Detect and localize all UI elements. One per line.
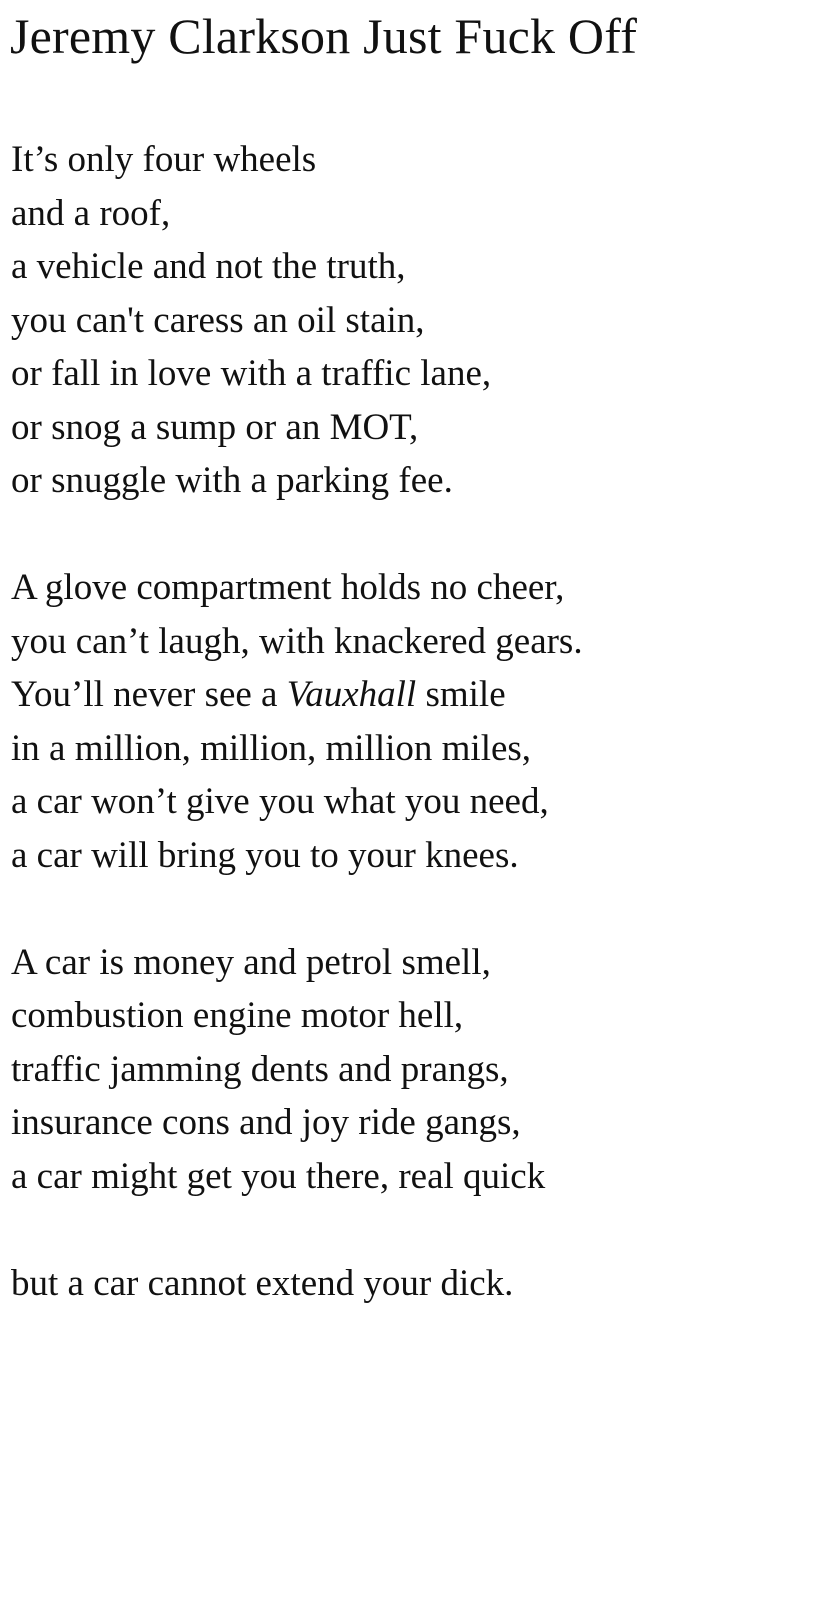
poem-line: but a car cannot extend your dick. bbox=[11, 1262, 514, 1304]
poem-line: a car might get you there, real quick bbox=[11, 1155, 546, 1197]
line-text-before: You’ll never see a bbox=[11, 674, 287, 715]
italic-word-vauxhall: Vauxhall bbox=[286, 674, 417, 715]
poem-line: or snuggle with a parking fee. bbox=[11, 460, 453, 501]
stanza-2 bbox=[11, 561, 583, 882]
poem-line: and a roof, bbox=[11, 192, 171, 234]
poem-line: or snog a sump or an MOT, bbox=[11, 406, 419, 448]
poem-line: A car is money and petrol smell, bbox=[11, 941, 491, 983]
poem-line-with-italic bbox=[11, 668, 583, 722]
poem-line: It’s only four wheels bbox=[11, 139, 317, 180]
poem-body bbox=[11, 133, 583, 1364]
line-text-after: smile bbox=[416, 674, 506, 715]
poem-line: you can't caress an oil stain, bbox=[11, 299, 425, 341]
poem-line: in a million, million, million miles, bbox=[11, 727, 532, 769]
stanza-4 bbox=[11, 1257, 583, 1311]
poem-line: insurance cons and joy ride gangs, bbox=[11, 1102, 521, 1143]
stanza-3 bbox=[11, 936, 583, 1204]
poem-line: traffic jamming dents and prangs, bbox=[11, 1048, 509, 1090]
poem-line: a car will bring you to your knees. bbox=[11, 834, 519, 876]
poem-line: combustion engine motor hell, bbox=[11, 995, 464, 1036]
stanza-1 bbox=[11, 133, 583, 508]
poem-line: a vehicle and not the truth, bbox=[11, 246, 406, 287]
poem-title: Jeremy Clarkson Just Fuck Off bbox=[10, 8, 638, 64]
poem-line: A glove compartment holds no cheer, bbox=[11, 567, 565, 608]
poem-line: a car won’t give you what you need, bbox=[11, 781, 549, 822]
poem-line: you can’t laugh, with knackered gears. bbox=[11, 620, 583, 662]
poem-line: or fall in love with a traffic lane, bbox=[11, 353, 492, 394]
